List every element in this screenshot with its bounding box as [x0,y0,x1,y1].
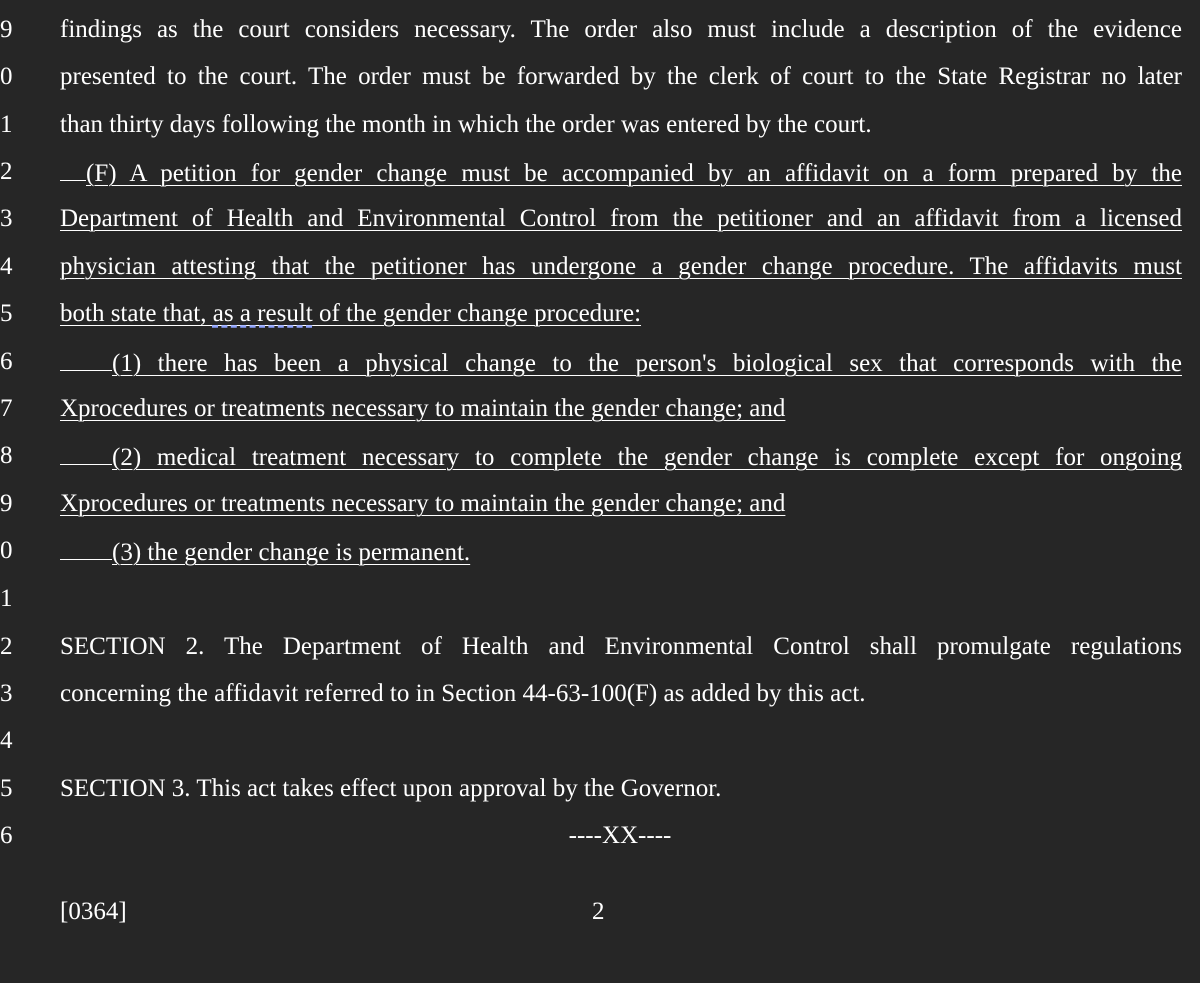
document-line [0,12,1200,48]
line-number: 1 [0,585,13,612]
indent-tab [60,533,112,560]
line-number: 2 [0,633,13,660]
line-number: 3 [0,205,13,232]
inserted-text: (1) there has been a physical change to the person's biological sex that corresponds with the [112,350,1182,377]
document-line [0,629,1200,665]
line-number: 4 [0,253,13,280]
inserted-text: (F) A petition for gender change must be accompanied by an affidavit on a form prepared by the [86,160,1182,187]
line-number: 5 [0,775,13,802]
line-number: 6 [0,348,13,375]
document-line [0,344,1200,380]
inserted-text: of the gender change procedure: [312,300,642,327]
line-text: Xprocedures or treatments necessary to maintain the gender change; and [60,490,786,517]
line-number: 5 [0,300,13,327]
line-number: 9 [0,490,13,517]
line-number: 8 [0,442,13,469]
line-number: 2 [0,158,13,185]
line-number: 3 [0,680,13,707]
document-line [0,486,1200,522]
line-text: physician attesting that the petitioner has undergone a gender change procedure. The affidavits must [60,253,1182,280]
document-line [0,818,1200,854]
indent-tab [60,154,86,181]
document-line [0,391,1200,427]
end-of-document-marker: ----XX---- [568,822,672,849]
line-text: concerning the affidavit referred to in Section 44-63-100(F) as added by this act. [60,680,866,707]
document-line [0,249,1200,285]
line-number: 1 [0,111,13,138]
inserted-text: (2) medical treatment necessary to complete the gender change is complete except for ongoing [112,444,1182,471]
document-line [0,676,1200,712]
line-number: 7 [0,395,13,422]
document-code: [0364] [60,898,127,925]
line-text: SECTION 2. The Department of Health and Environmental Control shall promulgate regulations [60,633,1182,660]
line-text: findings as the court considers necessary. The order also must include a description of the evidence [60,16,1182,43]
document-line [0,533,1200,569]
inserted-text: (3) the gender change is permanent. [112,539,471,566]
grammar-flagged-text[interactable]: as a result [212,300,313,327]
line-text [60,344,1182,380]
line-text: than thirty days following the month in which the order was entered by the court. [60,111,872,138]
document-line [0,296,1200,332]
line-text [60,154,1182,190]
document-line [0,59,1200,95]
line-number: 0 [0,537,13,564]
page-number: 2 [592,898,605,925]
document-line [0,107,1200,143]
line-number: 9 [0,16,13,43]
document-line [0,723,1200,759]
document-line [0,154,1200,190]
line-number: 0 [0,63,13,90]
line-text [60,438,1182,474]
indent-tab [60,438,112,465]
document-line [0,438,1200,474]
line-text [60,296,1182,332]
document-line [0,581,1200,617]
document-line [0,201,1200,237]
indent-tab [60,344,112,371]
line-text [60,391,1182,427]
inserted-text: Xprocedures or treatments necessary to maintain the gender change; and [60,395,786,422]
line-number: 6 [0,822,13,849]
line-number: 4 [0,727,13,754]
line-text [60,533,1182,571]
document-line [0,771,1200,807]
line-text: SECTION 3. This act takes effect upon approval by the Governor. [60,775,722,802]
inserted-text: both state that, [60,300,213,327]
line-text: Department of Health and Environmental Control from the petitioner and an affidavit from a licensed [60,205,1182,232]
line-text: presented to the court. The order must be forwarded by the clerk of court to the State Registrar no later [60,63,1182,90]
